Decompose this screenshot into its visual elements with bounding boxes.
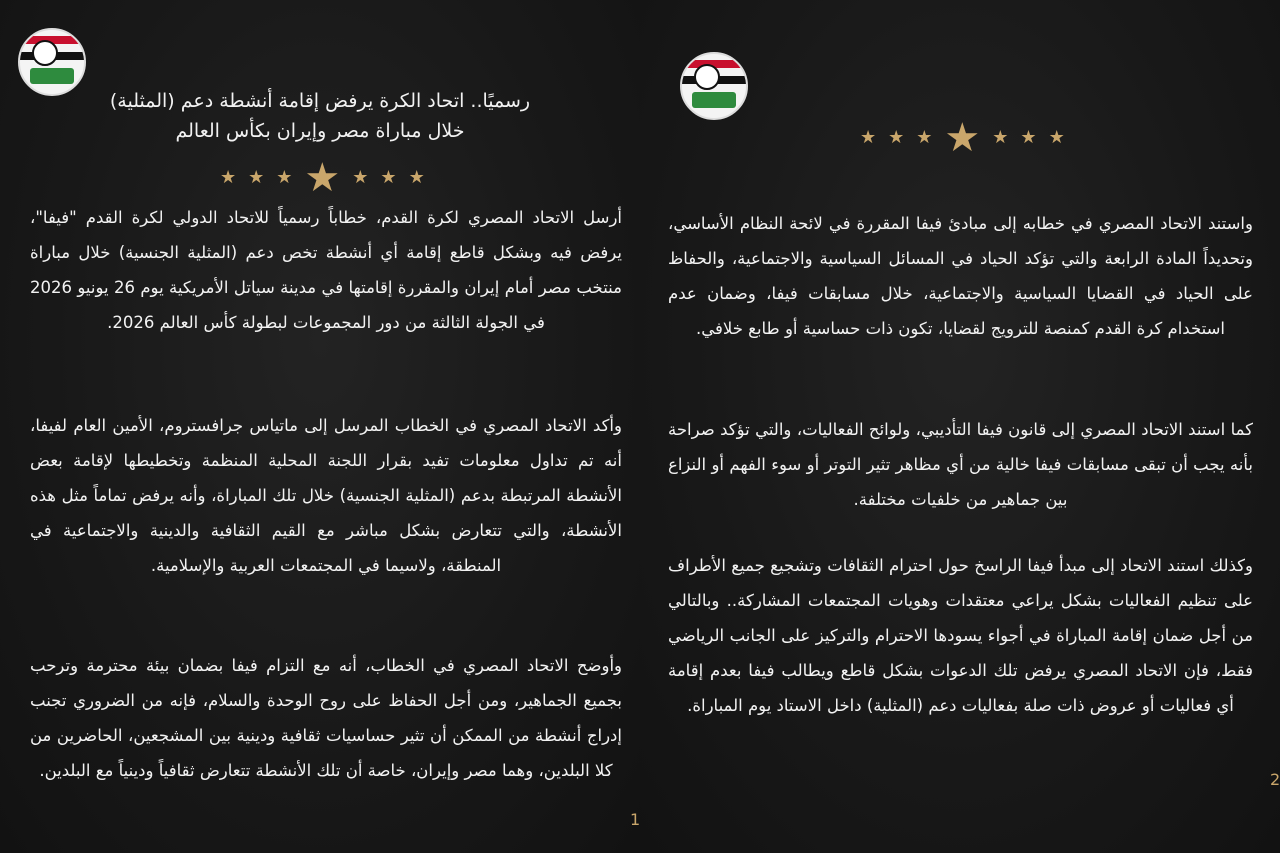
- paragraph: وأوضح الاتحاد المصري في الخطاب، أنه مع التزام فيفا بضمان بيئة محترمة وترحب بجميع الجماهير، ومن أجل الحفاظ على روح الوحدة والسلام، فإنه من الضروري تجنب إدراج أنشطة من الممكن أن تثير حساسيات ثقافية ودينية بين المشجعين، الحاضرين من كلا البلدين، وهما مصر وإيران، خاصة أن تلك الأنشطة تتعارض ثقافياً ودينياً مع البلدين.: [30, 656, 622, 780]
- star-icon: ★: [916, 127, 933, 148]
- paragraph: كما استند الاتحاد المصري إلى قانون فيفا التأديبي، ولوائح الفعاليات، والتي تؤكد صراحة بأنه يجب أن تبقى مسابقات فيفا خالية من أي مظاهر تثير التوتر أو سوء الفهم أو النزاع بين جماهير من خلفيات مختلفة.: [668, 420, 1253, 509]
- star-icon: ★: [352, 167, 369, 188]
- star-icon: ★: [248, 167, 265, 188]
- stars-divider: [220, 155, 425, 201]
- star-icon: ★: [992, 127, 1009, 148]
- paragraph: أرسل الاتحاد المصري لكرة القدم، خطاباً رسمياً للاتحاد الدولي لكرة القدم "فيفا"، يرفض فيه وبشكل قاطع إقامة أي أنشطة تخص دعم (المثلية الجنسية) خلال مباراة منتخب مصر أمام إيران والمقررة إقامتها في مدينة سياتل الأمريكية يوم 26 يونيو 2026 في الجولة الثالثة من دور المجموعات لبطولة كأس العالم 2026.: [30, 208, 623, 332]
- star-icon: ★: [1020, 127, 1037, 148]
- page-title: رسميًا.. اتحاد الكرة يرفض إقامة أنشطة دعم (المثلية) خلال مباراة مصر وإيران بكأس العالم: [109, 90, 531, 142]
- paragraph: وكذلك استند الاتحاد إلى مبدأ فيفا الراسخ حول احترام الثقافات وتشجيع جميع الأطراف على تنظيم الفعاليات بشكل يراعي معتقدات وهويات المجتمعات المشاركة.. وبالتالي من أجل ضمان إقامة المباراة في أجواء يسودها الاحترام والتركيز على الجانب الرياضي فقط، فإن الاتحاد المصري يرفض تلك الدعوات بشكل قاطع ويطالب فيفا بعدم إقامة أي فعاليات أو عروض ذات صلة بفعاليات دعم (المثلية) داخل الاستاد يوم المباراة.: [668, 556, 1253, 715]
- star-icon: ★: [1048, 127, 1065, 148]
- paragraph: واستند الاتحاد المصري في خطابه إلى مبادئ فيفا المقررة في لائحة النظام الأساسي، وتحديداً المادة الرابعة والتي تؤكد الحياد في المسائل السياسية والاجتماعية، والحفاظ على الحياد في القضايا السياسية والاجتماعية، خلال مسابقات فيفا، وضمان عدم استخدام كرة القدم كمنصة للترويج لقضايا، تكون ذات حساسية أو طابع خلافي.: [668, 214, 1253, 338]
- paragraph: وأكد الاتحاد المصري في الخطاب المرسل إلى ماتياس جرافستروم، الأمين العام لفيفا، أنه تم تداول معلومات تفيد بقرار اللجنة المحلية المنظمة وتخطيطها لإقامة بعض الأنشطة المرتبطة بدعم (المثلية الجنسية) خلال تلك المباراة، وأنه يرفض تماماً مثل هذه الأنشطة، والتي تتعارض بشكل مباشر مع القيم الثقافية والدينية والاجتماعية في المنطقة، ولاسيما في المجتمعات العربية والإسلامية.: [30, 416, 622, 575]
- star-icon: ★: [944, 115, 981, 161]
- star-icon: ★: [888, 127, 905, 148]
- star-icon: ★: [220, 167, 237, 188]
- efa-logo: [680, 52, 748, 120]
- page-number: 1: [630, 810, 641, 829]
- stars-divider: [860, 115, 1065, 161]
- page-2: [640, 0, 1280, 853]
- page-number: 2: [1270, 770, 1280, 789]
- star-icon: ★: [380, 167, 397, 188]
- star-icon: ★: [860, 127, 877, 148]
- star-icon: ★: [276, 167, 293, 188]
- star-icon: ★: [408, 167, 425, 188]
- star-icon: ★: [304, 155, 341, 201]
